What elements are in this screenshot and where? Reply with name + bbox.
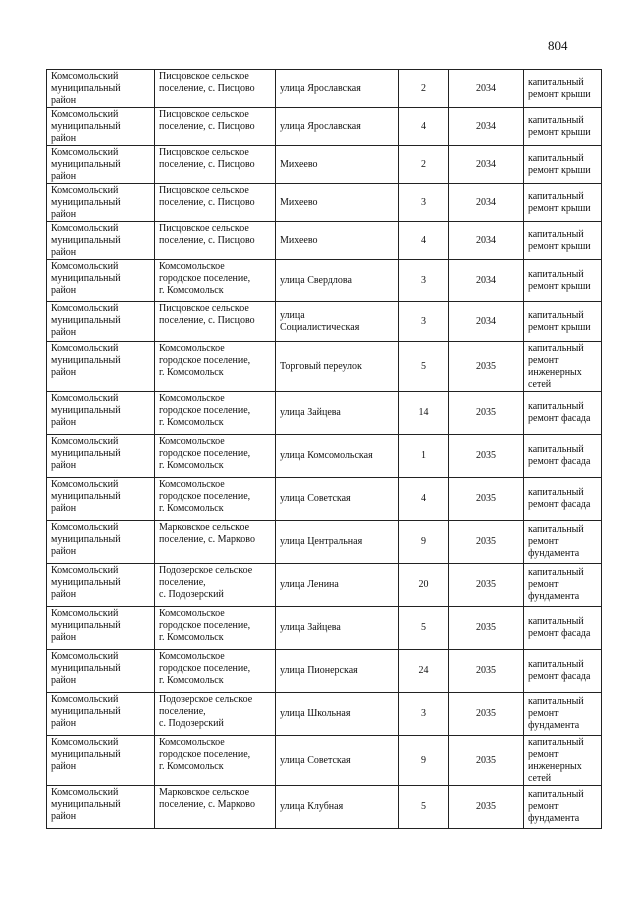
year-cell: 2035 [449, 693, 524, 736]
house-number-cell: 9 [399, 521, 449, 564]
work-type-cell: капитальный ремонт фасада [524, 607, 602, 650]
house-number-cell: 2 [399, 70, 449, 108]
table-row [47, 564, 602, 607]
work-type-cell: капитальный ремонт крыши [524, 222, 602, 260]
settlement-cell: Комсомольское городское поселение, г. Комсомольск [155, 478, 276, 521]
house-number-cell: 5 [399, 342, 449, 392]
street-cell: улица Зайцева [276, 607, 399, 650]
year-cell: 2034 [449, 184, 524, 222]
house-number-cell: 3 [399, 693, 449, 736]
settlement-cell: Комсомольское городское поселение, г. Комсомольск [155, 736, 276, 786]
street-cell: улица Советская [276, 736, 399, 786]
district-cell: Комсомольский муниципальный район [47, 607, 155, 650]
settlement-cell: Писцовское сельское поселение, с. Писцово [155, 184, 276, 222]
district-cell: Комсомольский муниципальный район [47, 260, 155, 302]
settlement-cell: Писцовское сельское поселение, с. Писцово [155, 222, 276, 260]
year-cell: 2035 [449, 607, 524, 650]
work-type-cell: капитальный ремонт фундамента [524, 564, 602, 607]
work-type-cell: капитальный ремонт крыши [524, 108, 602, 146]
year-cell: 2035 [449, 392, 524, 435]
table-row [47, 70, 602, 108]
house-number-cell: 24 [399, 650, 449, 693]
house-number-cell: 4 [399, 108, 449, 146]
settlement-cell: Писцовское сельское поселение, с. Писцово [155, 70, 276, 108]
work-type-cell: капитальный ремонт крыши [524, 260, 602, 302]
work-type-cell: капитальный ремонт фасада [524, 435, 602, 478]
street-cell: улица Свердлова [276, 260, 399, 302]
settlement-cell: Писцовское сельское поселение, с. Писцово [155, 302, 276, 342]
work-type-cell: капитальный ремонт фасада [524, 650, 602, 693]
settlement-cell: Комсомольское городское поселение, г. Комсомольск [155, 342, 276, 392]
street-cell: улица Зайцева [276, 392, 399, 435]
year-cell: 2035 [449, 342, 524, 392]
work-type-cell: капитальный ремонт инженерных сетей [524, 736, 602, 786]
district-cell: Комсомольский муниципальный район [47, 146, 155, 184]
year-cell: 2035 [449, 478, 524, 521]
house-number-cell: 3 [399, 184, 449, 222]
district-cell: Комсомольский муниципальный район [47, 342, 155, 392]
district-cell: Комсомольский муниципальный район [47, 392, 155, 435]
work-type-cell: капитальный ремонт крыши [524, 70, 602, 108]
settlement-cell: Писцовское сельское поселение, с. Писцово [155, 146, 276, 184]
settlement-cell: Подозерское сельское поселение, с. Подозерский [155, 564, 276, 607]
district-cell: Комсомольский муниципальный район [47, 693, 155, 736]
table-row [47, 521, 602, 564]
table-row [47, 184, 602, 222]
table-row [47, 693, 602, 736]
table-row [47, 786, 602, 829]
repair-schedule-table [46, 69, 602, 829]
district-cell: Комсомольский муниципальный район [47, 108, 155, 146]
street-cell: улица Комсомольская [276, 435, 399, 478]
house-number-cell: 4 [399, 222, 449, 260]
street-cell: Михеево [276, 146, 399, 184]
street-cell: Торговый переулок [276, 342, 399, 392]
street-cell: улица Центральная [276, 521, 399, 564]
settlement-cell: Комсомольское городское поселение, г. Комсомольск [155, 607, 276, 650]
settlement-cell: Подозерское сельское поселение, с. Подозерский [155, 693, 276, 736]
street-cell: улица Советская [276, 478, 399, 521]
year-cell: 2034 [449, 146, 524, 184]
table-row [47, 260, 602, 302]
year-cell: 2035 [449, 521, 524, 564]
district-cell: Комсомольский муниципальный район [47, 222, 155, 260]
street-cell: улица Школьная [276, 693, 399, 736]
street-cell: улица Социалистическая [276, 302, 399, 342]
work-type-cell: капитальный ремонт инженерных сетей [524, 342, 602, 392]
house-number-cell: 9 [399, 736, 449, 786]
house-number-cell: 3 [399, 302, 449, 342]
settlement-cell: Марковское сельское поселение, с. Марково [155, 521, 276, 564]
table-row [47, 392, 602, 435]
table-row [47, 222, 602, 260]
work-type-cell: капитальный ремонт фундамента [524, 786, 602, 829]
work-type-cell: капитальный ремонт фундамента [524, 693, 602, 736]
district-cell: Комсомольский муниципальный район [47, 736, 155, 786]
work-type-cell: капитальный ремонт фундамента [524, 521, 602, 564]
year-cell: 2034 [449, 222, 524, 260]
table-row [47, 650, 602, 693]
page-number: 804 [548, 38, 568, 53]
house-number-cell: 5 [399, 786, 449, 829]
year-cell: 2035 [449, 786, 524, 829]
settlement-cell: Комсомольское городское поселение, г. Комсомольск [155, 650, 276, 693]
street-cell: улица Ленина [276, 564, 399, 607]
work-type-cell: капитальный ремонт фасада [524, 478, 602, 521]
district-cell: Комсомольский муниципальный район [47, 786, 155, 829]
year-cell: 2034 [449, 70, 524, 108]
table-row [47, 478, 602, 521]
house-number-cell: 4 [399, 478, 449, 521]
year-cell: 2035 [449, 650, 524, 693]
district-cell: Комсомольский муниципальный район [47, 302, 155, 342]
settlement-cell: Комсомольское городское поселение, г. Комсомольск [155, 435, 276, 478]
district-cell: Комсомольский муниципальный район [47, 564, 155, 607]
house-number-cell: 5 [399, 607, 449, 650]
settlement-cell: Писцовское сельское поселение, с. Писцово [155, 108, 276, 146]
work-type-cell: капитальный ремонт крыши [524, 146, 602, 184]
table-row [47, 146, 602, 184]
district-cell: Комсомольский муниципальный район [47, 650, 155, 693]
house-number-cell: 14 [399, 392, 449, 435]
district-cell: Комсомольский муниципальный район [47, 184, 155, 222]
house-number-cell: 2 [399, 146, 449, 184]
house-number-cell: 20 [399, 564, 449, 607]
work-type-cell: капитальный ремонт фасада [524, 392, 602, 435]
work-type-cell: капитальный ремонт крыши [524, 184, 602, 222]
settlement-cell: Марковское сельское поселение, с. Марково [155, 786, 276, 829]
street-cell: улица Пионерская [276, 650, 399, 693]
table-row [47, 108, 602, 146]
year-cell: 2034 [449, 108, 524, 146]
street-cell: Михеево [276, 184, 399, 222]
street-cell: улица Ярославская [276, 108, 399, 146]
table-row [47, 736, 602, 786]
district-cell: Комсомольский муниципальный район [47, 478, 155, 521]
street-cell: Михеево [276, 222, 399, 260]
year-cell: 2035 [449, 736, 524, 786]
year-cell: 2034 [449, 260, 524, 302]
table-row [47, 342, 602, 392]
district-cell: Комсомольский муниципальный район [47, 521, 155, 564]
district-cell: Комсомольский муниципальный район [47, 435, 155, 478]
house-number-cell: 1 [399, 435, 449, 478]
settlement-cell: Комсомольское городское поселение, г. Комсомольск [155, 392, 276, 435]
work-type-cell: капитальный ремонт крыши [524, 302, 602, 342]
year-cell: 2034 [449, 302, 524, 342]
table-row [47, 435, 602, 478]
table-row [47, 302, 602, 342]
street-cell: улица Ярославская [276, 70, 399, 108]
house-number-cell: 3 [399, 260, 449, 302]
year-cell: 2035 [449, 435, 524, 478]
year-cell: 2035 [449, 564, 524, 607]
settlement-cell: Комсомольское городское поселение, г. Комсомольск [155, 260, 276, 302]
district-cell: Комсомольский муниципальный район [47, 70, 155, 108]
table-row [47, 607, 602, 650]
street-cell: улица Клубная [276, 786, 399, 829]
